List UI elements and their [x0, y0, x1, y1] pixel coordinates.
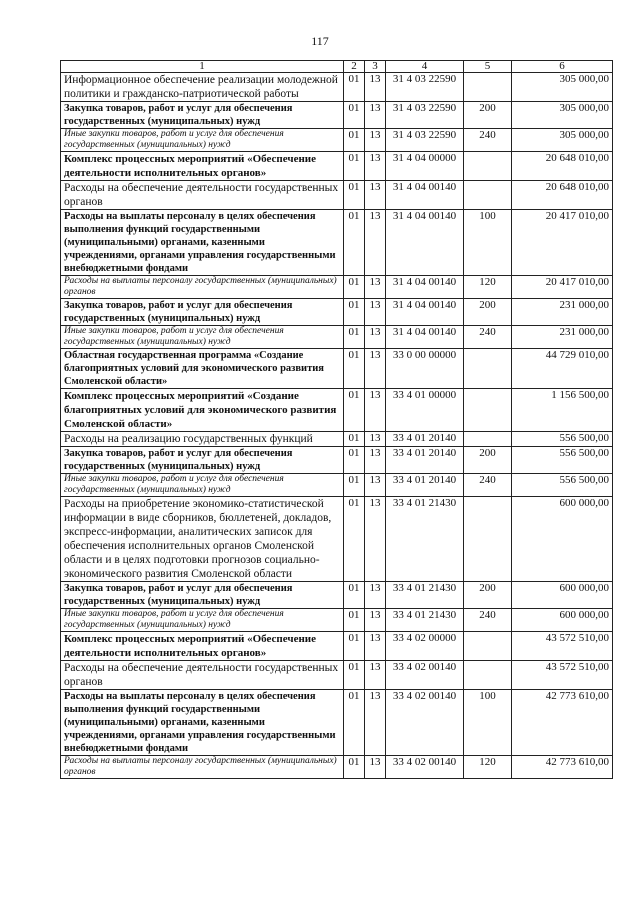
row-subsection: 13 [365, 756, 386, 779]
row-subsection: 13 [365, 474, 386, 497]
row-subsection: 13 [365, 632, 386, 661]
row-section: 01 [344, 474, 365, 497]
row-section: 01 [344, 276, 365, 299]
row-expense-type: 240 [464, 326, 512, 349]
row-subsection: 13 [365, 129, 386, 152]
row-target-code: 33 4 01 21430 [386, 497, 464, 582]
table-row [61, 756, 613, 779]
row-name: Комплекс процессных мероприятий «Создание благоприятных условий для экономического развития Смоленской области» [61, 389, 344, 432]
row-section: 01 [344, 102, 365, 129]
row-name: Расходы на выплаты персоналу в целях обеспечения выполнения функций государственными (муниципальными) органами, казенными учреждениями, органами управления государственными внебюджетными фондами [61, 690, 344, 756]
row-subsection: 13 [365, 326, 386, 349]
row-name: Расходы на реализацию государственных функций [61, 432, 344, 447]
row-target-code: 31 4 03 22590 [386, 73, 464, 102]
row-target-code: 33 4 01 21430 [386, 582, 464, 609]
table-header-row [61, 61, 613, 73]
header-col-5: 5 [464, 61, 512, 73]
row-target-code: 31 4 04 00140 [386, 299, 464, 326]
row-section: 01 [344, 210, 365, 276]
budget-table [60, 60, 613, 779]
row-subsection: 13 [365, 73, 386, 102]
row-section: 01 [344, 389, 365, 432]
row-expense-type: 240 [464, 609, 512, 632]
row-amount: 556 500,00 [512, 474, 613, 497]
row-expense-type: 240 [464, 474, 512, 497]
table-row [61, 609, 613, 632]
table-row [61, 276, 613, 299]
row-name: Закупка товаров, работ и услуг для обеспечения государственных (муниципальных) нужд [61, 582, 344, 609]
row-subsection: 13 [365, 690, 386, 756]
header-col-2: 2 [344, 61, 365, 73]
row-target-code: 33 4 02 00140 [386, 756, 464, 779]
row-name: Расходы на приобретение экономико-статистической информации в виде сборников, бюллетеней, докладов, экспресс-информации, аналитических записок для обеспечения исполнительных органов Смоленской области и в целях подготовки прогнозов социально-экономического развития Смоленской области [61, 497, 344, 582]
row-amount: 20 417 010,00 [512, 210, 613, 276]
row-subsection: 13 [365, 152, 386, 181]
row-amount: 42 773 610,00 [512, 690, 613, 756]
table-row [61, 474, 613, 497]
row-name: Иные закупки товаров, работ и услуг для обеспечения государственных (муниципальных) нужд [61, 474, 344, 497]
row-amount: 305 000,00 [512, 129, 613, 152]
table-row [61, 210, 613, 276]
row-expense-type [464, 73, 512, 102]
row-subsection: 13 [365, 276, 386, 299]
table-row [61, 129, 613, 152]
row-expense-type [464, 181, 512, 210]
table-row [61, 181, 613, 210]
table-row [61, 661, 613, 690]
row-amount: 43 572 510,00 [512, 632, 613, 661]
row-name: Расходы на выплаты персоналу государственных (муниципальных) органов [61, 756, 344, 779]
row-expense-type [464, 152, 512, 181]
table-row [61, 73, 613, 102]
row-amount: 305 000,00 [512, 102, 613, 129]
row-name: Закупка товаров, работ и услуг для обеспечения государственных (муниципальных) нужд [61, 299, 344, 326]
row-expense-type: 240 [464, 129, 512, 152]
table-row [61, 102, 613, 129]
row-amount: 600 000,00 [512, 497, 613, 582]
row-target-code: 31 4 04 00000 [386, 152, 464, 181]
table-row [61, 349, 613, 389]
row-amount: 42 773 610,00 [512, 756, 613, 779]
row-expense-type: 100 [464, 690, 512, 756]
row-expense-type [464, 389, 512, 432]
row-subsection: 13 [365, 181, 386, 210]
row-section: 01 [344, 152, 365, 181]
row-subsection: 13 [365, 102, 386, 129]
row-name: Расходы на выплаты персоналу в целях обеспечения выполнения функций государственными (муниципальными) органами, казенными учреждениями, органами управления государственными внебюджетными фондами [61, 210, 344, 276]
row-amount: 1 156 500,00 [512, 389, 613, 432]
row-name: Расходы на обеспечение деятельности государственных органов [61, 661, 344, 690]
row-expense-type [464, 497, 512, 582]
row-expense-type: 200 [464, 299, 512, 326]
row-section: 01 [344, 73, 365, 102]
row-subsection: 13 [365, 609, 386, 632]
row-target-code: 31 4 03 22590 [386, 102, 464, 129]
row-expense-type [464, 661, 512, 690]
row-name: Иные закупки товаров, работ и услуг для обеспечения государственных (муниципальных) нужд [61, 129, 344, 152]
row-section: 01 [344, 349, 365, 389]
table-row [61, 632, 613, 661]
row-name: Закупка товаров, работ и услуг для обеспечения государственных (муниципальных) нужд [61, 447, 344, 474]
row-section: 01 [344, 661, 365, 690]
row-amount: 20 417 010,00 [512, 276, 613, 299]
row-name: Иные закупки товаров, работ и услуг для обеспечения государственных (муниципальных) нужд [61, 609, 344, 632]
row-name: Областная государственная программа «Создание благоприятных условий для экономического развития Смоленской области» [61, 349, 344, 389]
row-section: 01 [344, 756, 365, 779]
header-col-4: 4 [386, 61, 464, 73]
table-row [61, 497, 613, 582]
row-amount: 556 500,00 [512, 447, 613, 474]
row-section: 01 [344, 497, 365, 582]
row-target-code: 33 4 01 20140 [386, 474, 464, 497]
row-target-code: 33 4 02 00000 [386, 632, 464, 661]
header-col-6: 6 [512, 61, 613, 73]
row-expense-type: 200 [464, 582, 512, 609]
row-subsection: 13 [365, 299, 386, 326]
row-expense-type [464, 632, 512, 661]
row-subsection: 13 [365, 349, 386, 389]
row-section: 01 [344, 690, 365, 756]
row-amount: 231 000,00 [512, 299, 613, 326]
row-section: 01 [344, 632, 365, 661]
row-section: 01 [344, 299, 365, 326]
row-section: 01 [344, 609, 365, 632]
row-name: Комплекс процессных мероприятий «Обеспечение деятельности исполнительных органов» [61, 632, 344, 661]
row-section: 01 [344, 447, 365, 474]
row-target-code: 33 4 02 00140 [386, 690, 464, 756]
row-name: Расходы на обеспечение деятельности государственных органов [61, 181, 344, 210]
row-target-code: 33 4 01 20140 [386, 432, 464, 447]
row-expense-type [464, 432, 512, 447]
row-expense-type: 120 [464, 756, 512, 779]
row-amount: 600 000,00 [512, 582, 613, 609]
row-subsection: 13 [365, 210, 386, 276]
row-target-code: 33 4 02 00140 [386, 661, 464, 690]
row-section: 01 [344, 432, 365, 447]
row-amount: 43 572 510,00 [512, 661, 613, 690]
row-target-code: 33 4 01 00000 [386, 389, 464, 432]
row-target-code: 33 0 00 00000 [386, 349, 464, 389]
row-target-code: 31 4 04 00140 [386, 326, 464, 349]
table-row [61, 389, 613, 432]
row-expense-type: 200 [464, 447, 512, 474]
table-row [61, 299, 613, 326]
row-section: 01 [344, 326, 365, 349]
row-subsection: 13 [365, 661, 386, 690]
row-target-code: 31 4 04 00140 [386, 210, 464, 276]
row-expense-type [464, 349, 512, 389]
row-target-code: 31 4 04 00140 [386, 181, 464, 210]
row-target-code: 33 4 01 21430 [386, 609, 464, 632]
table-row [61, 447, 613, 474]
row-subsection: 13 [365, 582, 386, 609]
row-subsection: 13 [365, 389, 386, 432]
table-row [61, 326, 613, 349]
row-section: 01 [344, 582, 365, 609]
table-row [61, 582, 613, 609]
row-target-code: 31 4 03 22590 [386, 129, 464, 152]
row-name: Расходы на выплаты персоналу государственных (муниципальных) органов [61, 276, 344, 299]
row-amount: 305 000,00 [512, 73, 613, 102]
row-amount: 20 648 010,00 [512, 181, 613, 210]
row-amount: 600 000,00 [512, 609, 613, 632]
row-name: Иные закупки товаров, работ и услуг для обеспечения государственных (муниципальных) нужд [61, 326, 344, 349]
table-row [61, 690, 613, 756]
table-row [61, 152, 613, 181]
page-number: 117 [311, 34, 329, 48]
row-amount: 20 648 010,00 [512, 152, 613, 181]
table-row [61, 432, 613, 447]
row-target-code: 31 4 04 00140 [386, 276, 464, 299]
row-section: 01 [344, 129, 365, 152]
header-col-1: 1 [61, 61, 344, 73]
row-amount: 44 729 010,00 [512, 349, 613, 389]
row-section: 01 [344, 181, 365, 210]
row-expense-type: 200 [464, 102, 512, 129]
row-subsection: 13 [365, 497, 386, 582]
row-name: Информационное обеспечение реализации молодежной политики и гражданско-патриотической работы [61, 73, 344, 102]
row-expense-type: 100 [464, 210, 512, 276]
row-amount: 556 500,00 [512, 432, 613, 447]
row-expense-type: 120 [464, 276, 512, 299]
row-name: Комплекс процессных мероприятий «Обеспечение деятельности исполнительных органов» [61, 152, 344, 181]
row-name: Закупка товаров, работ и услуг для обеспечения государственных (муниципальных) нужд [61, 102, 344, 129]
header-col-3: 3 [365, 61, 386, 73]
row-target-code: 33 4 01 20140 [386, 447, 464, 474]
row-amount: 231 000,00 [512, 326, 613, 349]
row-subsection: 13 [365, 432, 386, 447]
table-body [61, 73, 613, 779]
row-subsection: 13 [365, 447, 386, 474]
